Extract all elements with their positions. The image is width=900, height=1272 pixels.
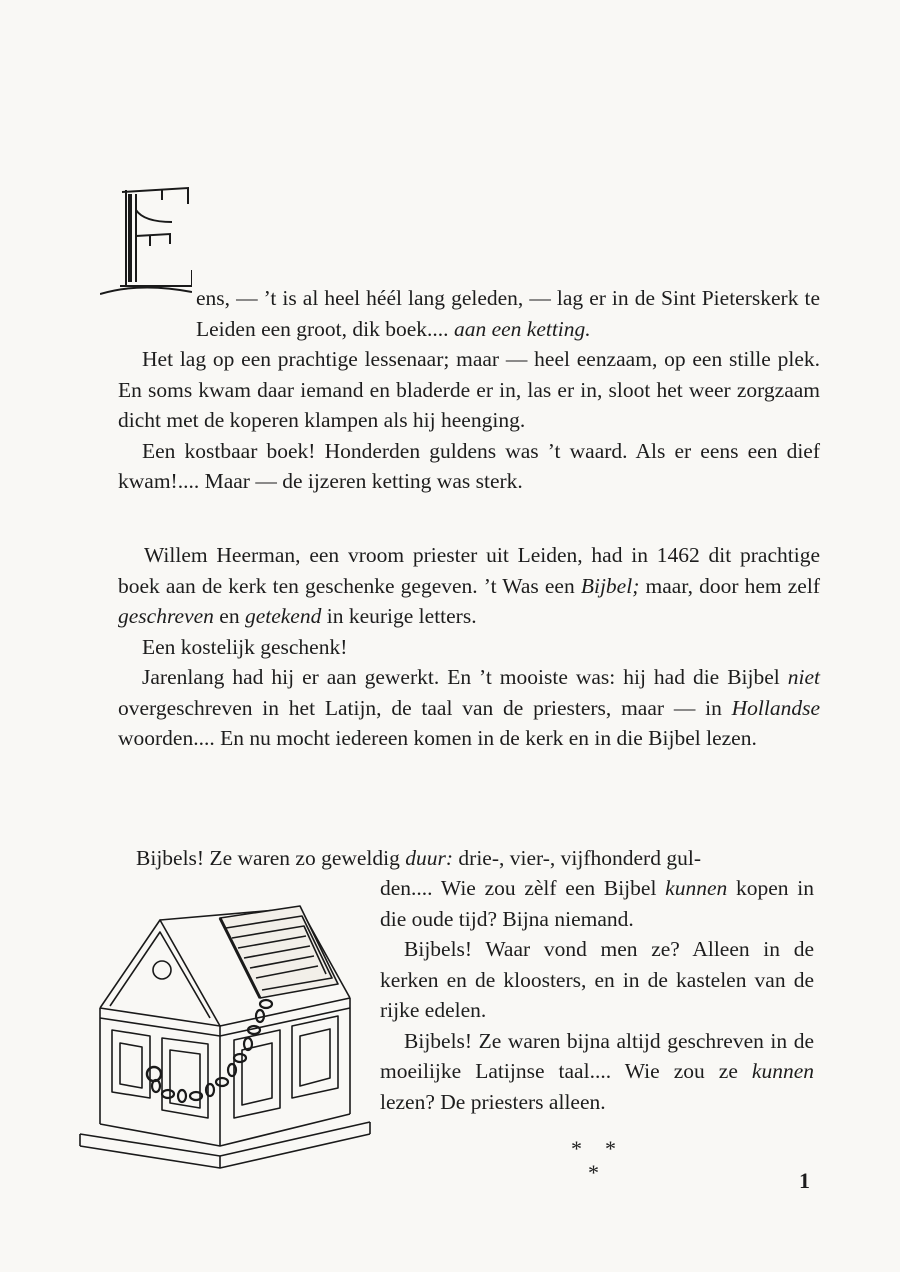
p6-c: overgeschreven in het Latijn, de taal van de priesters, maar — in <box>118 695 732 720</box>
p9-c: lezen? De priesters alleen. <box>380 1089 606 1114</box>
p9-b: kunnen <box>751 1059 814 1083</box>
p7-f: kopen in die oude tijd? Bijna niemand. <box>380 876 814 931</box>
dropcap-letter: E <box>146 242 147 243</box>
p4-e: en <box>213 604 245 628</box>
p6-e: woorden.... En nu mocht iedereen komen in de kerk en in die Bijbel lezen. <box>118 726 757 750</box>
paragraph-1-text: ens, — ’t is al heel héél lang geleden, — lag er in de Sint Pieterskerk te Leiden een groot, dik boek.... <box>196 286 820 341</box>
bijbels-section <box>380 873 814 1117</box>
paragraph-7-line1 <box>118 843 820 874</box>
paragraph-7-rest <box>380 873 814 934</box>
paragraph-5: Een kostelijk geschenk! <box>142 634 348 659</box>
paragraph-8: Bijbels! Waar vond men ze? Alleen in de kerken en de kloosters, en in de kastelen van de rijke edelen. <box>380 937 814 1022</box>
paragraph-3: Een kostbaar boek! Honderden guldens was ’t waard. Als er eens een dief kwam!.... Maar — de ijzeren ketting was sterk. <box>118 438 820 493</box>
paragraph-4 <box>118 540 820 632</box>
p4-a: Willem Heerman, een vroom priester uit Leiden, had in 1462 dit prachtige boek aan de kerk ten geschenke gegeven. ’t Was een <box>118 543 820 598</box>
paragraph-6 <box>118 662 820 754</box>
p6-d: Hollandse <box>731 695 820 720</box>
chained-bible-illustration <box>70 898 380 1180</box>
p7-c: drie-, vier-, vijfhonderd gul- <box>453 846 701 870</box>
star-2: * <box>605 1136 616 1161</box>
star-1: * <box>571 1136 582 1161</box>
paragraph-1-italic: aan een ketting. <box>453 316 591 341</box>
p4-g: in keurige letters. <box>321 604 477 628</box>
p4-f: getekend <box>244 604 322 628</box>
paragraph-1 <box>118 283 820 344</box>
p7-a: Bijbels! Ze waren zo geweldig <box>136 846 406 870</box>
heerman-section <box>118 540 820 754</box>
paragraph-2: Het lag op een prachtige lessenaar; maar — heel eenzaam, op een stille plek. En soms kwam daar iemand en bladerde er in, las er in, sloot het weer zorgzaam dicht met de koperen klampen als hij heenging. <box>118 347 820 432</box>
p9-a: Bijbels! Ze waren bijna altijd geschreven in de moeilijke Latijnse taal.... Wie zou ze <box>380 1028 814 1083</box>
p6-b: niet <box>787 665 820 689</box>
p7-e: kunnen <box>665 876 728 900</box>
page-number: 1 <box>799 1168 810 1193</box>
paragraph-9 <box>380 1026 814 1118</box>
p7-b: duur: <box>405 846 454 870</box>
p4-b: Bijbel; <box>580 573 640 598</box>
star-3: * <box>588 1160 599 1185</box>
section-divider-stars <box>565 1138 635 1188</box>
p7-d: den.... Wie zou zèlf een Bijbel <box>380 876 666 900</box>
p4-d: geschreven <box>118 604 214 628</box>
p6-a: Jarenlang had hij er aan gewerkt. En ’t mooiste was: hij had die Bijbel <box>142 665 788 689</box>
p4-c: maar, door hem zelf <box>639 573 820 598</box>
opening-section <box>118 283 820 497</box>
